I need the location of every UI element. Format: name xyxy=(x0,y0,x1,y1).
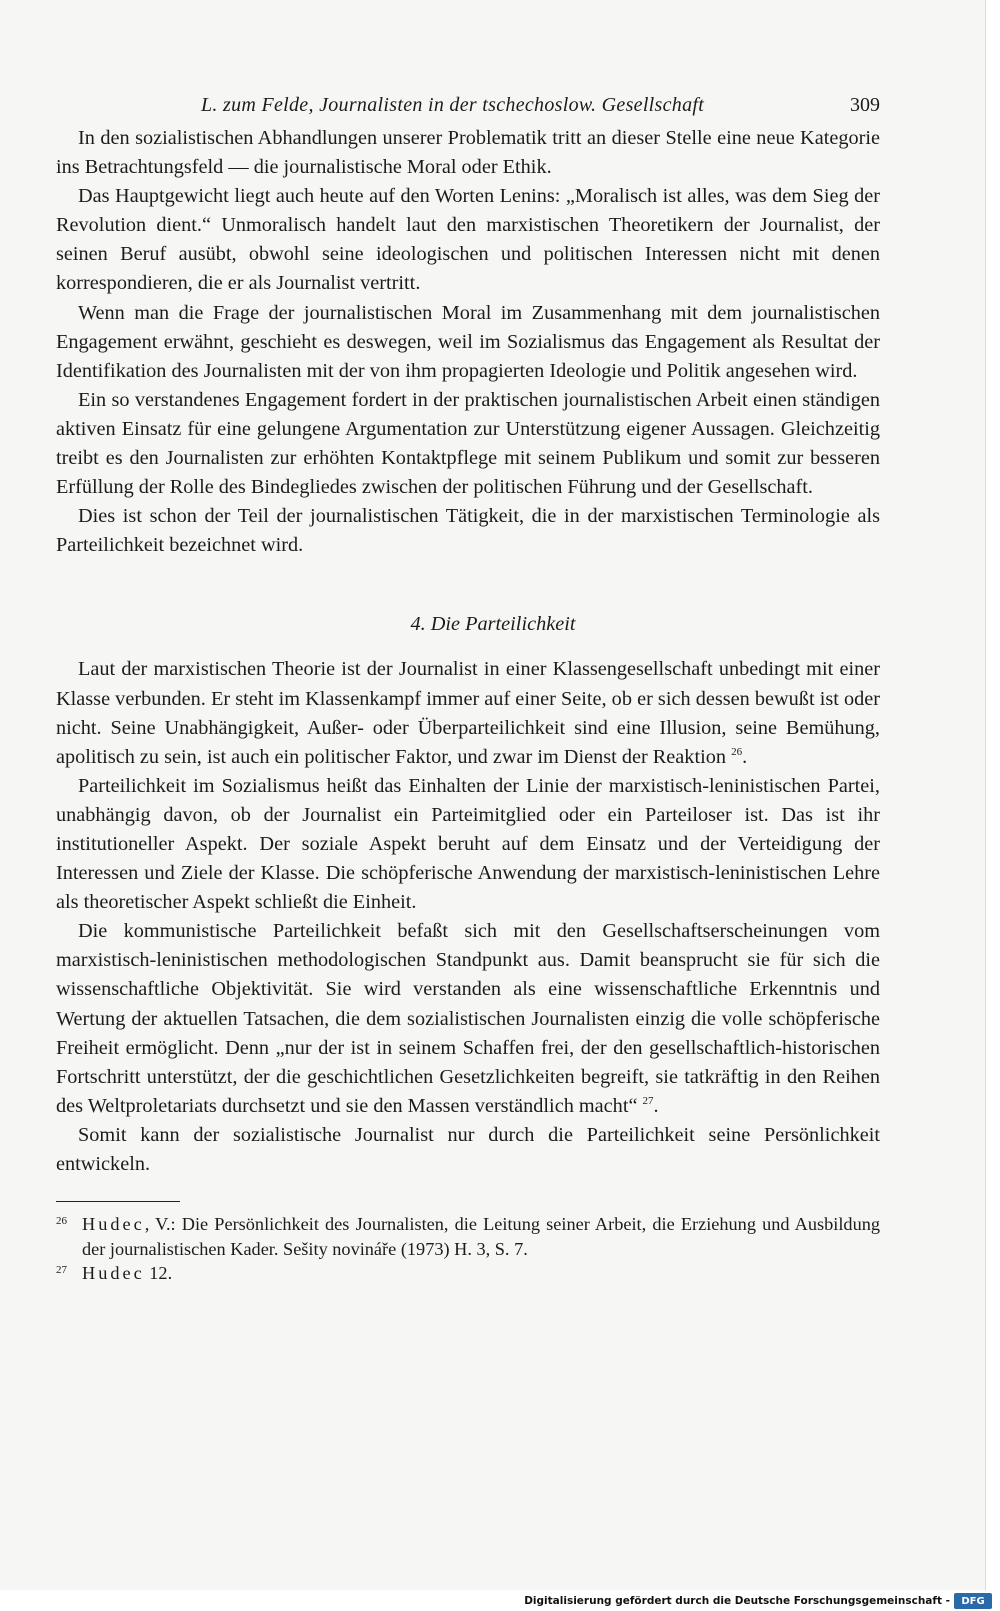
paragraph-text: Die kommunistische Parteilichkeit befaßt sich mit den Gesellschaftserscheinungen vom marxistisch-leninistischen methodologischen Standpunkt aus. Damit beansprucht sie für sich die wissenschaftliche Objektivität. Sie wird verstanden als eine wissenschaftliche Erkenntnis und Wertung der aktuellen Tatsachen, die dem sozialistischen Journalisten einzig die volle schöpferische Freiheit ermöglicht. Denn „nur der ist in seinem Schaffen frei, der den gesellschaftlich-historischen Fortschritt unterstützt, der die geschichtlichen Gesetzlichkeiten begreift, sie tatkräftig in den Reihen des Weltproletariats durchsetzt und sie den Massen verständlich macht“ xyxy=(56,920,880,1117)
footnote-author: Hudec xyxy=(82,1214,145,1235)
paragraph: Das Hauptgewicht liegt auch heute auf den Worten Lenins: „Moralisch ist alles, was dem Sieg der Revolution dient.“ Unmoralisch handelt laut den marxistischen Theoretikern der Journalist, der seinen Beruf ausübt, obwohl seine ideologischen und politischen Interessen nicht mit denen korrespondieren, die er als Journalist vertritt. xyxy=(56,185,880,295)
paragraph: In den sozialistischen Abhandlungen unserer Problematik tritt an dieser Stelle eine neue Kategorie ins Betrachtungsfeld — die journalistische Moral oder Ethik. xyxy=(56,127,880,179)
paragraph: Parteilichkeit im Sozialismus heißt das Einhalten der Linie der marxistisch-leninistischen Partei, unabhängig davon, ob der Journalist ein Parteimitglied oder ein Parteiloser ist. Das ist ihr institutioneller Aspekt. Der soziale Aspekt beruht auf dem Einsatz und der Verteidigung der Interessen und Ziele der Klasse. Die schöpferische Anwendung der marxistisch-leninistischen Lehre als theoretischer Aspekt schließt die Einheit. xyxy=(56,774,880,914)
paragraph: Somit kann der sozialistische Journalist nur durch die Parteilichkeit seine Persönlichkeit entwickeln. xyxy=(56,1123,880,1175)
dfg-logo-icon: DFG xyxy=(954,1593,992,1609)
paragraph: Dies ist schon der Teil der journalistischen Tätigkeit, die in der marxistischen Terminologie als Parteilichkeit bezeichnet wird. xyxy=(56,505,880,557)
footnote-text xyxy=(82,1261,880,1286)
footnote-ref[interactable]: 27 xyxy=(642,1095,654,1108)
paragraph xyxy=(56,917,880,1121)
footnote-text xyxy=(82,1212,880,1261)
paragraph-text: Laut der marxistischen Theorie ist der Journalist in einer Klassengesellschaft unbedingt mit einer Klasse verbunden. Er steht im Klassenkampf immer auf einer Seite, ob er sich dessen bewußt ist oder nicht. Seine Unabhängigkeit, Außer- oder Überparteilichkeit sind eine Illusion, seine Bemühung, apolitisch zu sein, ist auch ein politischer Faktor, und zwar im Dienst der Reaktion xyxy=(56,658,880,768)
running-head xyxy=(56,88,880,124)
section-heading: 4. Die Parteilichkeit xyxy=(410,613,576,636)
footnote-number: 27 xyxy=(56,1264,67,1277)
footnote-body: 12. xyxy=(144,1263,173,1284)
running-title: L. zum Felde, Journalisten in der tschechoslow. Gesellschaft xyxy=(201,94,705,116)
punctuation: . xyxy=(742,745,748,768)
paragraph: Ein so verstandenes Engagement fordert in der praktischen journalistischen Arbeit einen ständigen aktiven Einsatz für eine gelungene Argumentation zur Unterstützung eigener Aussagen. Gleichzeitig treibt es den Journalisten zur erhöhten Kontaktpflege mit seinem Publikum und somit zur besseren Erfüllung der Rolle des Bindegliedes zwischen der politischen Führung und der Gesellschaft. xyxy=(56,388,880,499)
footnote-body: , V.: Die Persönlichkeit des Journalisten, die Leitung seiner Arbeit, die Erziehung und Ausbildung der journalistischen Kader. Sešity novináře (1973) H. 3, S. 7. xyxy=(82,1214,880,1259)
footnote xyxy=(56,1212,880,1261)
digitization-credit: Digitalisierung gefördert durch die Deutsche Forschungsgemeinschaft - xyxy=(524,1595,950,1607)
footnote xyxy=(56,1261,880,1286)
footnote-number: 26 xyxy=(56,1215,67,1228)
footnote-ref[interactable]: 26 xyxy=(731,745,743,758)
punctuation: . xyxy=(653,1094,659,1117)
footnotes xyxy=(56,1212,880,1286)
paragraph: Wenn man die Frage der journalistischen Moral im Zusammenhang mit dem journalistischen Engagement erwähnt, geschieht es deswegen, weil im Sozialismus das Engagement als Resultat der Identifikation des Journalisten mit der von ihm propagierten Ideologie und Politik angesehen wird. xyxy=(56,301,880,382)
footnote-rule xyxy=(56,1201,180,1202)
paragraph xyxy=(56,655,880,771)
page-number: 309 xyxy=(850,94,880,116)
document-page xyxy=(56,88,880,1286)
body-text xyxy=(56,124,880,1179)
footnote-author: Hudec xyxy=(82,1263,145,1284)
